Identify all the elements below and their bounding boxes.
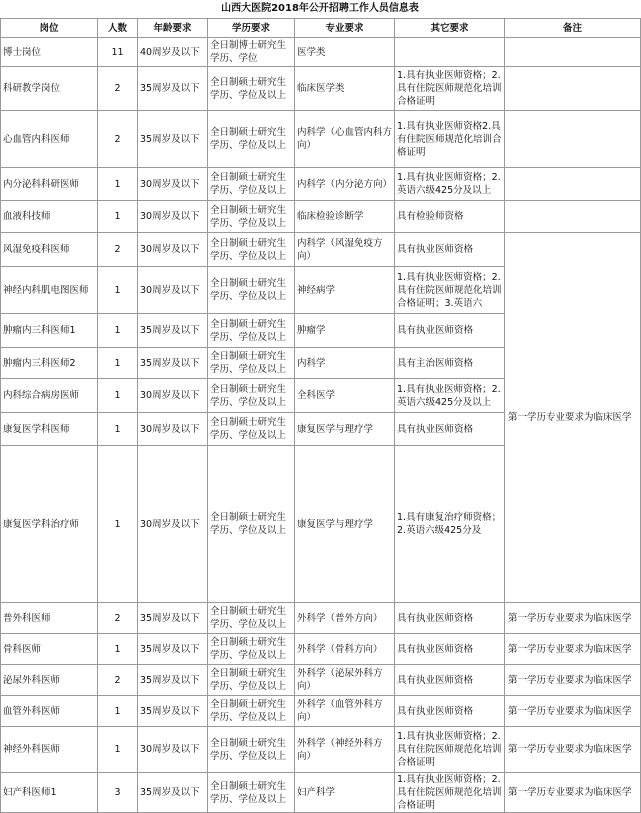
- cell-other: 具有检验师资格: [395, 201, 505, 233]
- cell-education: 全日制硕士研究生学历、学位及以上: [208, 201, 295, 233]
- table-row: [1, 233, 641, 267]
- cell-major: 内科学（内分泌方向）: [295, 168, 395, 201]
- cell-major: 妇产科学: [295, 773, 395, 813]
- cell-other: 1.具有执业医师资格；2.具有住院医师规范化培训合格证明: [395, 727, 505, 773]
- cell-remarks: 第一学历专业要求为临床医学: [505, 603, 641, 634]
- cell-other: 具有执业医师资格: [395, 634, 505, 665]
- cell-education: 全日制硕士研究生学历、学位及以上: [208, 446, 295, 603]
- cell-count: 2: [98, 233, 138, 267]
- cell-age: 35周岁及以下: [138, 314, 208, 348]
- cell-major: 外科学（神经外科方向）: [295, 727, 395, 773]
- cell-education: 全日制硕士研究生学历、学位及以上: [208, 168, 295, 201]
- cell-count: 1: [98, 379, 138, 413]
- table-row: [1, 727, 641, 773]
- cell-major: 神经病学: [295, 267, 395, 314]
- cell-education: 全日制硕士研究生学历、学位及以上: [208, 413, 295, 446]
- cell-other: 具有执业医师资格: [395, 696, 505, 727]
- table-row: [1, 696, 641, 727]
- cell-remarks: [505, 111, 641, 168]
- cell-education: 全日制硕士研究生学历、学位及以上: [208, 379, 295, 413]
- cell-other: 1.具有执业医师资格2.具有住院医师规范化培训合格证明: [395, 111, 505, 168]
- cell-count: 3: [98, 773, 138, 813]
- cell-education: 全日制硕士研究生学历、学位及以上: [208, 727, 295, 773]
- cell-count: 1: [98, 168, 138, 201]
- cell-age: 30周岁及以下: [138, 168, 208, 201]
- cell-position: 普外科医师: [1, 603, 98, 634]
- cell-education: 全日制硕士研究生学历、学位及以上: [208, 634, 295, 665]
- cell-major: 康复医学与理疗学: [295, 413, 395, 446]
- cell-remarks: 第一学历专业要求为临床医学: [505, 634, 641, 665]
- cell-major: 康复医学与理疗学: [295, 446, 395, 603]
- cell-position: 博士岗位: [1, 38, 98, 67]
- cell-education: 全日制硕士研究生学历、学位及以上: [208, 314, 295, 348]
- cell-age: 35周岁及以下: [138, 348, 208, 379]
- cell-position: 科研教学岗位: [1, 67, 98, 111]
- recruitment-table: [0, 18, 641, 813]
- cell-other: 具有执业医师资格: [395, 314, 505, 348]
- cell-position: 风湿免疫科医师: [1, 233, 98, 267]
- cell-position: 骨科医师: [1, 634, 98, 665]
- cell-other: 具有执业医师资格: [395, 413, 505, 446]
- cell-major: 外科学（骨科方向）: [295, 634, 395, 665]
- cell-age: 30周岁及以下: [138, 267, 208, 314]
- cell-age: 35周岁及以下: [138, 634, 208, 665]
- table-row: [1, 665, 641, 696]
- cell-other: 具有执业医师资格: [395, 665, 505, 696]
- cell-age: 35周岁及以下: [138, 773, 208, 813]
- cell-count: 1: [98, 314, 138, 348]
- cell-other: 1.具有执业医师资格；2.英语六级425分及以上: [395, 379, 505, 413]
- header-remarks: 备注: [505, 19, 641, 38]
- cell-age: 30周岁及以下: [138, 446, 208, 603]
- cell-remarks-merged: 第一学历专业要求为临床医学: [505, 233, 641, 603]
- table-title: 山西大医院2018年公开招聘工作人员信息表: [221, 3, 419, 14]
- cell-age: 35周岁及以下: [138, 696, 208, 727]
- cell-age: 40周岁及以下: [138, 38, 208, 67]
- cell-position: 神经外科医师: [1, 727, 98, 773]
- cell-other: 1.具有执业医师资格；2.英语六级425分及以上: [395, 168, 505, 201]
- cell-count: 11: [98, 38, 138, 67]
- cell-count: 1: [98, 727, 138, 773]
- cell-count: 1: [98, 696, 138, 727]
- cell-position: 内分泌科科研医师: [1, 168, 98, 201]
- cell-remarks: 第一学历专业要求为临床医学: [505, 696, 641, 727]
- cell-age: 35周岁及以下: [138, 111, 208, 168]
- cell-position: 肿瘤内三科医师1: [1, 314, 98, 348]
- cell-other: 1.具有执业医师资格；2.具有住院医师规范化培训合格证明: [395, 67, 505, 111]
- cell-remarks: [505, 168, 641, 201]
- cell-education: 全日制硕士研究生学历、学位及以上: [208, 267, 295, 314]
- cell-position: 内科综合病房医师: [1, 379, 98, 413]
- cell-remarks: 第一学历专业要求为临床医学: [505, 727, 641, 773]
- cell-major: 外科学（普外方向）: [295, 603, 395, 634]
- cell-count: 1: [98, 634, 138, 665]
- cell-count: 1: [98, 267, 138, 314]
- cell-major: 内科学（心血管内科方向）: [295, 111, 395, 168]
- table-row: [1, 168, 641, 201]
- header-row: [1, 19, 641, 38]
- cell-major: 临床检验诊断学: [295, 201, 395, 233]
- header-count: 人数: [98, 19, 138, 38]
- cell-other: 具有执业医师资格: [395, 603, 505, 634]
- table-row: [1, 111, 641, 168]
- cell-education: 全日制硕士研究生学历、学位及以上: [208, 233, 295, 267]
- cell-count: 1: [98, 201, 138, 233]
- table-row: [1, 603, 641, 634]
- cell-other: 1.具有康复治疗师资格；2.英语六级425分及: [395, 446, 505, 603]
- cell-major: 外科学（泌尿外科方向）: [295, 665, 395, 696]
- cell-age: 30周岁及以下: [138, 233, 208, 267]
- table-row: [1, 67, 641, 111]
- cell-remarks: 第一学历专业要求为临床医学: [505, 773, 641, 813]
- cell-age: 35周岁及以下: [138, 603, 208, 634]
- cell-education: 全日制硕士研究生学历、学位及以上: [208, 773, 295, 813]
- cell-education: 全日制硕士研究生学历、学位及以上: [208, 111, 295, 168]
- cell-other: [395, 38, 505, 67]
- cell-major: 医学类: [295, 38, 395, 67]
- cell-major: 外科学（血管外科方向）: [295, 696, 395, 727]
- cell-count: 2: [98, 111, 138, 168]
- header-other: 其它要求: [395, 19, 505, 38]
- cell-major: 全科医学: [295, 379, 395, 413]
- cell-age: 30周岁及以下: [138, 413, 208, 446]
- cell-education: 全日制硕士研究生学历、学位及以上: [208, 348, 295, 379]
- cell-position: 泌尿外科医师: [1, 665, 98, 696]
- table-row: [1, 773, 641, 813]
- header-education: 学历要求: [208, 19, 295, 38]
- cell-position: 康复医学科治疗师: [1, 446, 98, 603]
- cell-age: 30周岁及以下: [138, 201, 208, 233]
- cell-position: 神经内科肌电图医师: [1, 267, 98, 314]
- cell-count: 2: [98, 67, 138, 111]
- table-row: [1, 201, 641, 233]
- cell-remarks: 第一学历专业要求为临床医学: [505, 665, 641, 696]
- cell-education: 全日制硕士研究生学历、学位及以上: [208, 67, 295, 111]
- cell-other: 具有执业医师资格: [395, 233, 505, 267]
- cell-major: 肿瘤学: [295, 314, 395, 348]
- table-row: [1, 38, 641, 67]
- table-row: [1, 634, 641, 665]
- cell-major: 临床医学类: [295, 67, 395, 111]
- cell-education: 全日制硕士研究生学历、学位及以上: [208, 665, 295, 696]
- header-position: 岗位: [1, 19, 98, 38]
- cell-age: 35周岁及以下: [138, 665, 208, 696]
- cell-education: 全日制博士研究生学历、学位: [208, 38, 295, 67]
- cell-major: 内科学（风湿免疫方向）: [295, 233, 395, 267]
- cell-position: 妇产科医师1: [1, 773, 98, 813]
- cell-count: 2: [98, 603, 138, 634]
- cell-count: 1: [98, 446, 138, 603]
- cell-education: 全日制硕士研究生学历、学位及以上: [208, 603, 295, 634]
- cell-age: 30周岁及以下: [138, 379, 208, 413]
- cell-count: 1: [98, 413, 138, 446]
- cell-count: 2: [98, 665, 138, 696]
- cell-major: 内科学: [295, 348, 395, 379]
- cell-age: 35周岁及以下: [138, 67, 208, 111]
- cell-count: 1: [98, 348, 138, 379]
- cell-remarks: [505, 67, 641, 111]
- header-age: 年龄要求: [138, 19, 208, 38]
- cell-other: 1.具有执业医师资格；2.具有住院医师规范化培训合格证明: [395, 773, 505, 813]
- cell-position: 心血管内科医师: [1, 111, 98, 168]
- cell-other: 具有主治医师资格: [395, 348, 505, 379]
- cell-remarks: [505, 201, 641, 233]
- cell-position: 肿瘤内三科医师2: [1, 348, 98, 379]
- header-major: 专业要求: [295, 19, 395, 38]
- cell-position: 血液科技师: [1, 201, 98, 233]
- cell-position: 康复医学科医师: [1, 413, 98, 446]
- cell-education: 全日制硕士研究生学历、学位及以上: [208, 696, 295, 727]
- cell-remarks: [505, 38, 641, 67]
- cell-position: 血管外科医师: [1, 696, 98, 727]
- cell-other: 1.具有执业医师资格；2.具有住院医师规范化培训合格证明；3.英语六: [395, 267, 505, 314]
- cell-age: 30周岁及以下: [138, 727, 208, 773]
